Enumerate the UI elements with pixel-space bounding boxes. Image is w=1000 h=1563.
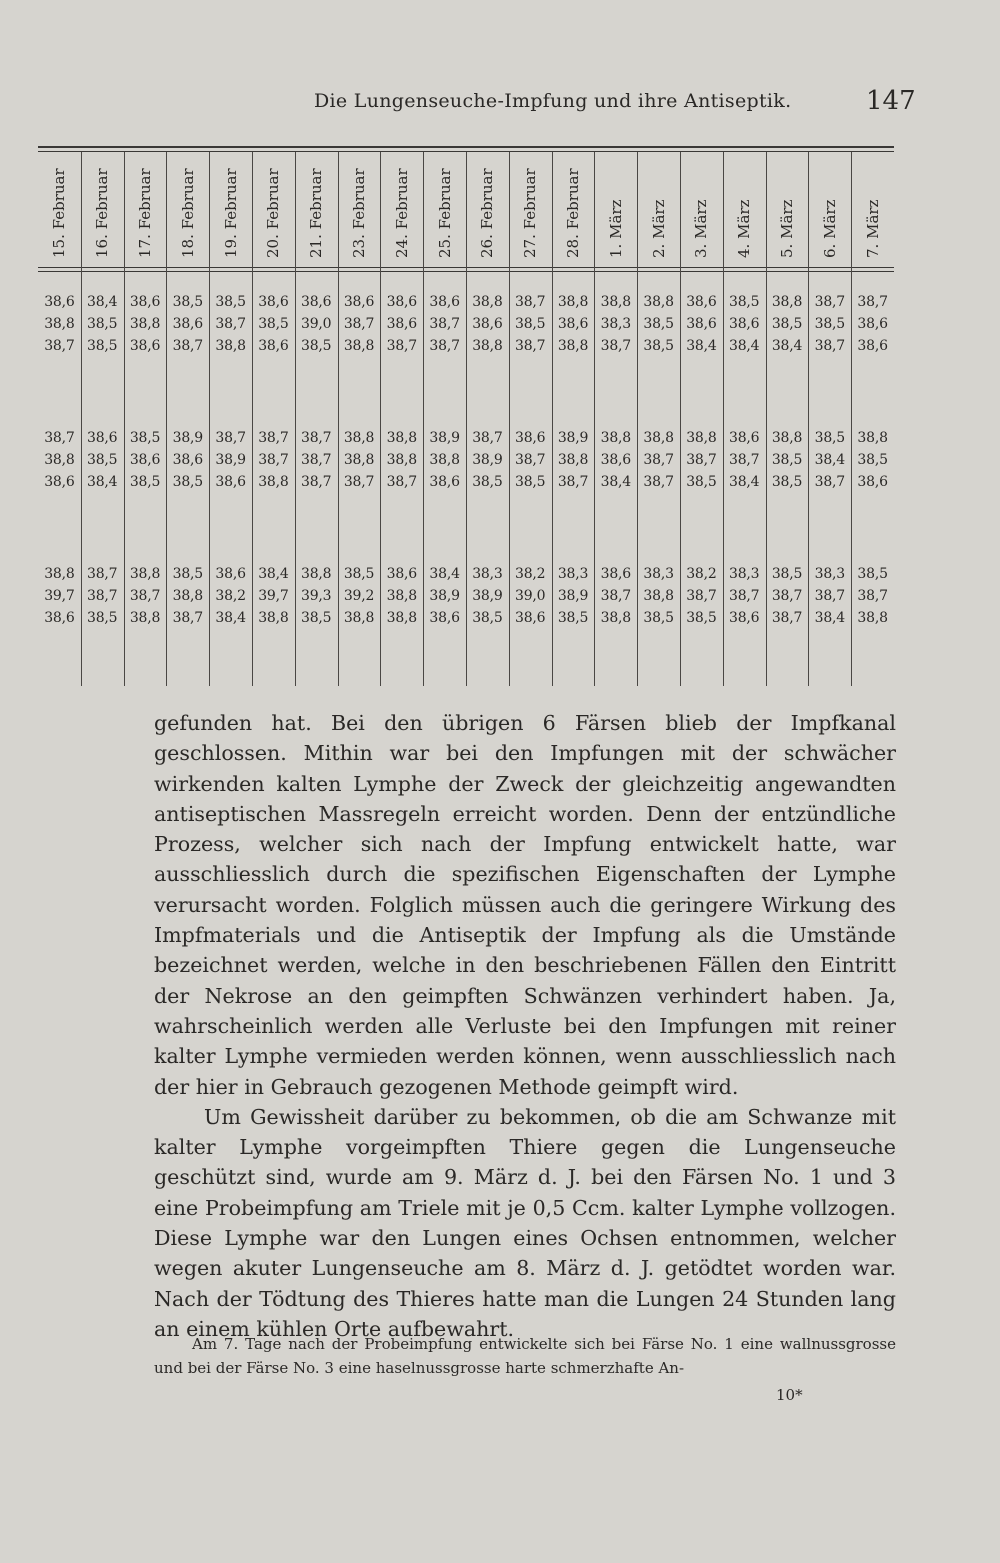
table-cell: 38,4 (429, 566, 460, 582)
table-cell: 38,6 (301, 294, 332, 310)
table-cell: 38,4 (814, 452, 845, 468)
running-title: Die Lungenseuche-Impfung und ihre Antiseptik. (314, 90, 792, 112)
table-cell: 38,7 (814, 474, 845, 490)
table-cell: 38,6 (515, 430, 546, 446)
page-header (0, 86, 1000, 126)
table-cell: 38,6 (343, 294, 375, 310)
table-cell: 38,7 (301, 430, 332, 446)
table-cell: 38,7 (44, 338, 75, 354)
column-header-label: 4. März (735, 199, 754, 258)
table-cell: 38,7 (643, 474, 674, 490)
table-cell: 38,7 (87, 566, 118, 582)
table-cell: 38,4 (600, 474, 631, 490)
table-cell: 38,3 (472, 566, 503, 582)
temperature-table (38, 146, 894, 686)
table-cell: 38,2 (686, 566, 717, 582)
column-header-label: 21. Februar (307, 168, 326, 258)
column-header-label: 6. März (820, 199, 839, 258)
table-cell: 38,7 (557, 474, 589, 490)
table-cell: 38,6 (729, 610, 760, 626)
table-cell: 38,8 (129, 316, 161, 332)
table-cell: 38,6 (44, 474, 75, 490)
table-cell: 38,7 (600, 338, 631, 354)
column-header (125, 156, 165, 276)
table-cell: 38,5 (87, 452, 118, 468)
column-header-label: 3. März (692, 199, 711, 258)
table-cell: 38,5 (686, 474, 717, 490)
table-cell: 38,5 (857, 452, 888, 468)
table-cell: 38,7 (686, 452, 717, 468)
table-cell: 38,5 (172, 566, 203, 582)
paragraph: gefunden hat. Bei den übrigen 6 Färsen blieb der Impfkanal geschlossen. Mithin war bei den Impfungen mit der schwächer wirkenden kalten Lymphe der Zweck der gleichzeitig angewandten antiseptischen Massregeln erreicht worden. Denn der entzündliche Prozess, welcher sich nach der Impfung entwickelt hatte, war ausschliesslich durch die spezifischen Eigenschaften der Lymphe verursacht worden. Folglich müssen auch die geringere Wirkung des Impfmaterials und die Antiseptik der Impfung als die Umstände bezeichnet werden, welche in den beschriebenen Fällen den Eintritt der Nekrose an den geimpften Schwänzen verhindert haben. Ja, wahrscheinlich werden alle Verluste bei den Impfungen mit reiner kalter Lymphe vermieden werden können, wenn ausschliesslich nach der hier in Gebrauch gezogenen Methode geimpft wird. (154, 711, 896, 1099)
table-cell: 38,6 (729, 430, 760, 446)
table-cell: 38,9 (429, 430, 460, 446)
table-cell: 38,5 (771, 452, 803, 468)
table-cell: 38,5 (686, 610, 717, 626)
table-cell: 38,6 (258, 338, 289, 354)
table-cell: 38,6 (472, 316, 503, 332)
table-cell: 38,8 (643, 430, 674, 446)
table-cell: 38,6 (429, 610, 460, 626)
table-cell: 38,7 (429, 338, 460, 354)
column-header (82, 156, 122, 276)
table-cell: 38,3 (600, 316, 631, 332)
table-cell: 38,7 (87, 588, 118, 604)
column-header (510, 156, 550, 276)
table-cell: 39,7 (44, 588, 75, 604)
table-cell: 38,9 (557, 588, 589, 604)
table-cell: 38,7 (129, 588, 161, 604)
table-cell: 39,0 (515, 588, 546, 604)
column-header (168, 156, 208, 276)
table-cell: 38,8 (386, 610, 417, 626)
table-cell: 38,3 (557, 566, 589, 582)
table-cell: 38,6 (857, 474, 888, 490)
table-cell: 38,9 (472, 588, 503, 604)
table-cell: 38,5 (87, 316, 118, 332)
column-header-label: 1. März (606, 199, 625, 258)
table-cell: 38,8 (600, 610, 631, 626)
table-cell: 38,4 (87, 474, 118, 490)
table-cell: 38,7 (258, 452, 289, 468)
column-header (596, 156, 636, 276)
table-cell: 38,2 (515, 566, 546, 582)
table-cell: 38,6 (386, 294, 417, 310)
table-cell: 38,9 (172, 430, 203, 446)
column-header-label: 20. Februar (264, 168, 283, 258)
table-cell: 38,6 (557, 316, 589, 332)
column-header (767, 156, 807, 276)
table-cell: 38,8 (343, 452, 375, 468)
column-header-label: 16. Februar (93, 168, 112, 258)
table-cell: 38,9 (215, 452, 246, 468)
table-cell: 38,7 (343, 474, 375, 490)
table-cell: 38,5 (87, 338, 118, 354)
table-cell: 39,0 (301, 316, 332, 332)
table-cell: 38,8 (129, 566, 161, 582)
page-number: 147 (866, 86, 916, 116)
table-cell: 38,5 (643, 610, 674, 626)
table-cell: 38,4 (215, 610, 246, 626)
table-cell: 38,8 (557, 452, 589, 468)
column-header (425, 156, 465, 276)
column-header-label: 5. März (778, 199, 796, 258)
table-cell: 38,8 (343, 338, 375, 354)
column-header (639, 156, 679, 276)
table-cell: 38,5 (515, 316, 546, 332)
table-cell: 38,7 (386, 338, 417, 354)
column-header-label: 26. Februar (478, 168, 497, 258)
table-cell: 38,5 (129, 430, 161, 446)
table-cell: 38,6 (857, 338, 888, 354)
table-cell: 38,7 (771, 588, 803, 604)
table-cell: 38,7 (515, 452, 546, 468)
table-cell: 38,6 (44, 294, 75, 310)
table-cell: 38,7 (515, 294, 546, 310)
table-cell: 38,4 (729, 338, 760, 354)
column-header (211, 156, 251, 276)
table-cell: 38,5 (172, 294, 203, 310)
table-cell: 38,6 (857, 316, 888, 332)
sheet-signature: 10* (776, 1386, 803, 1404)
table-cell: 38,8 (343, 430, 375, 446)
table-cell: 38,5 (515, 474, 546, 490)
column-header (39, 156, 79, 276)
table-cell: 38,6 (129, 338, 161, 354)
column-header (810, 156, 850, 276)
column-header-label: 7. März (863, 199, 882, 258)
table-cell: 38,8 (857, 610, 888, 626)
table-cell: 38,8 (301, 566, 332, 582)
table-cell: 38,8 (343, 610, 375, 626)
table-cell: 38,8 (557, 294, 589, 310)
table-cell: 38,6 (129, 452, 161, 468)
table-cell: 38,7 (686, 588, 717, 604)
column-header-label: 19. Februar (221, 168, 240, 258)
table-cell: 38,6 (386, 566, 417, 582)
table-cell: 38,8 (386, 430, 417, 446)
table-cell: 38,5 (472, 610, 503, 626)
table-cell: 38,7 (814, 294, 845, 310)
table-cell: 38,8 (215, 338, 246, 354)
table-cell: 38,8 (771, 294, 803, 310)
table-cell: 38,6 (215, 474, 246, 490)
footnote: Am 7. Tage nach der Probeimpfung entwickelte sich bei Färse No. 1 eine wallnussgrosse und bei der Färse No. 3 eine haselnussgrosse harte schmerzhafte An- (154, 1335, 896, 1377)
table-cell: 38,7 (429, 316, 460, 332)
column-header-label: 15. Februar (50, 168, 69, 258)
table-cell: 38,5 (129, 474, 161, 490)
column-header-label: 28. Februar (564, 168, 582, 258)
table-cell: 38,8 (771, 430, 803, 446)
table-cell: 38,6 (129, 294, 161, 310)
table-cell: 38,8 (643, 588, 674, 604)
table-cell: 38,5 (258, 316, 289, 332)
table-cell: 38,6 (172, 316, 203, 332)
table-cell: 38,2 (215, 588, 246, 604)
table-cell: 38,8 (44, 452, 75, 468)
table-cell: 38,8 (386, 452, 417, 468)
table-cell: 38,8 (44, 316, 75, 332)
table-cell: 38,8 (857, 430, 888, 446)
table-cell: 38,8 (643, 294, 674, 310)
table-cell: 38,5 (87, 610, 118, 626)
table-cell: 38,8 (258, 474, 289, 490)
table-cell: 38,8 (472, 338, 503, 354)
table-cell: 38,8 (600, 294, 631, 310)
table-cell: 38,7 (343, 316, 375, 332)
table-cell: 38,7 (600, 588, 631, 604)
column-header-label: 27. Februar (521, 168, 540, 258)
table-cell: 38,7 (515, 338, 546, 354)
table-cell: 38,6 (515, 610, 546, 626)
table-cell: 38,6 (172, 452, 203, 468)
table-cell: 38,9 (472, 452, 503, 468)
table-cell: 38,6 (686, 316, 717, 332)
table-cell: 38,6 (429, 294, 460, 310)
table-cell: 38,8 (386, 588, 417, 604)
table-cell: 38,3 (814, 566, 845, 582)
table-cell: 39,3 (301, 588, 332, 604)
table-cell: 38,5 (643, 316, 674, 332)
table-cell: 38,7 (857, 588, 888, 604)
table-cell: 38,5 (643, 338, 674, 354)
table-cell: 38,7 (857, 294, 888, 310)
table-cell: 38,5 (857, 566, 888, 582)
table-cell: 38,6 (215, 566, 246, 582)
table-cell: 38,8 (172, 588, 203, 604)
table-cell: 39,7 (258, 588, 289, 604)
table-cell: 38,5 (771, 316, 803, 332)
table-cell: 38,5 (557, 610, 589, 626)
table-cell: 38,8 (258, 610, 289, 626)
table-cell: 38,5 (729, 294, 760, 310)
table-cell: 38,9 (429, 588, 460, 604)
table-cell: 38,7 (258, 430, 289, 446)
table-cell: 38,7 (172, 610, 203, 626)
column-header (724, 156, 764, 276)
table-cell: 38,3 (729, 566, 760, 582)
column-header-label: 17. Februar (136, 168, 154, 258)
column-header-label: 25. Februar (435, 168, 454, 258)
table-cell: 38,5 (215, 294, 246, 310)
table-cell: 39,2 (343, 588, 375, 604)
table-cell: 38,4 (814, 610, 845, 626)
table-cell: 38,6 (686, 294, 717, 310)
table-cell: 38,7 (44, 430, 75, 446)
table-cell: 38,6 (729, 316, 760, 332)
table-cell: 38,5 (771, 566, 803, 582)
column-header (296, 156, 336, 276)
table-cell: 38,5 (301, 338, 332, 354)
table-cell: 38,7 (472, 430, 503, 446)
table-cell: 38,4 (87, 294, 118, 310)
table-cell: 38,8 (472, 294, 503, 310)
table-cell: 38,6 (386, 316, 417, 332)
table-cell: 38,5 (343, 566, 375, 582)
table-cell: 38,8 (44, 566, 75, 582)
table-cell: 38,3 (643, 566, 674, 582)
table-cell: 38,6 (429, 474, 460, 490)
table-cell: 38,8 (429, 452, 460, 468)
table-cell: 38,6 (258, 294, 289, 310)
table-cell: 38,4 (686, 338, 717, 354)
table-cell: 38,7 (215, 316, 246, 332)
table-cell: 38,7 (771, 610, 803, 626)
column-header (853, 156, 893, 276)
column-header (681, 156, 721, 276)
table-cell: 38,5 (472, 474, 503, 490)
table-cell: 38,7 (643, 452, 674, 468)
column-header (467, 156, 507, 276)
column-header-label: 2. März (649, 199, 668, 258)
column-header-label: 24. Februar (392, 168, 411, 258)
body-text (154, 708, 896, 1344)
table-cell: 38,5 (172, 474, 203, 490)
table-cell: 38,4 (729, 474, 760, 490)
table-cell: 38,5 (814, 316, 845, 332)
table-cell: 38,6 (87, 430, 118, 446)
table-cell: 38,9 (557, 430, 589, 446)
table-cell: 38,7 (386, 474, 417, 490)
table-top-rule (38, 146, 894, 148)
table-cell: 38,6 (600, 566, 631, 582)
column-header (382, 156, 422, 276)
table-cell: 38,7 (215, 430, 246, 446)
table-cell: 38,5 (814, 430, 845, 446)
table-cell: 38,7 (814, 588, 845, 604)
table-cell: 38,7 (729, 588, 760, 604)
column-header-label: 23. Februar (350, 168, 368, 258)
table-cell: 38,8 (600, 430, 631, 446)
table-cell: 38,7 (729, 452, 760, 468)
table-cell: 38,4 (771, 338, 803, 354)
column-header (253, 156, 293, 276)
paragraph: Um Gewissheit darüber zu bekommen, ob die am Schwanze mit kalter Lymphe vorgeimpften Thiere gegen die Lungenseuche geschützt sind, wurde am 9. März d. J. bei den Färsen No. 1 und 3 eine Probeimpfung am Triele mit je 0,5 Ccm. kalter Lymphe vollzogen. Diese Lymphe war den Lungen eines Ochsen entnommen, welcher wegen akuter Lungenseuche am 8. März d. J. getödtet worden war. Nach der Tödtung des Thieres hatte man die Lungen 24 Stunden lang an einem kühlen Orte aufbewahrt. (154, 1104, 896, 1341)
table-cell: 38,6 (44, 610, 75, 626)
column-header (339, 156, 379, 276)
table-cell: 38,6 (600, 452, 631, 468)
table-cell: 38,5 (301, 610, 332, 626)
table-cell: 38,4 (258, 566, 289, 582)
table-cell: 38,7 (814, 338, 845, 354)
table-cell: 38,8 (129, 610, 161, 626)
column-header-label: 18. Februar (178, 168, 197, 258)
table-cell: 38,8 (686, 430, 717, 446)
table-cell: 38,7 (301, 452, 332, 468)
column-header (553, 156, 593, 276)
table-cell: 38,7 (172, 338, 203, 354)
table-cell: 38,7 (301, 474, 332, 490)
table-cell: 38,5 (771, 474, 803, 490)
table-cell: 38,8 (557, 338, 589, 354)
